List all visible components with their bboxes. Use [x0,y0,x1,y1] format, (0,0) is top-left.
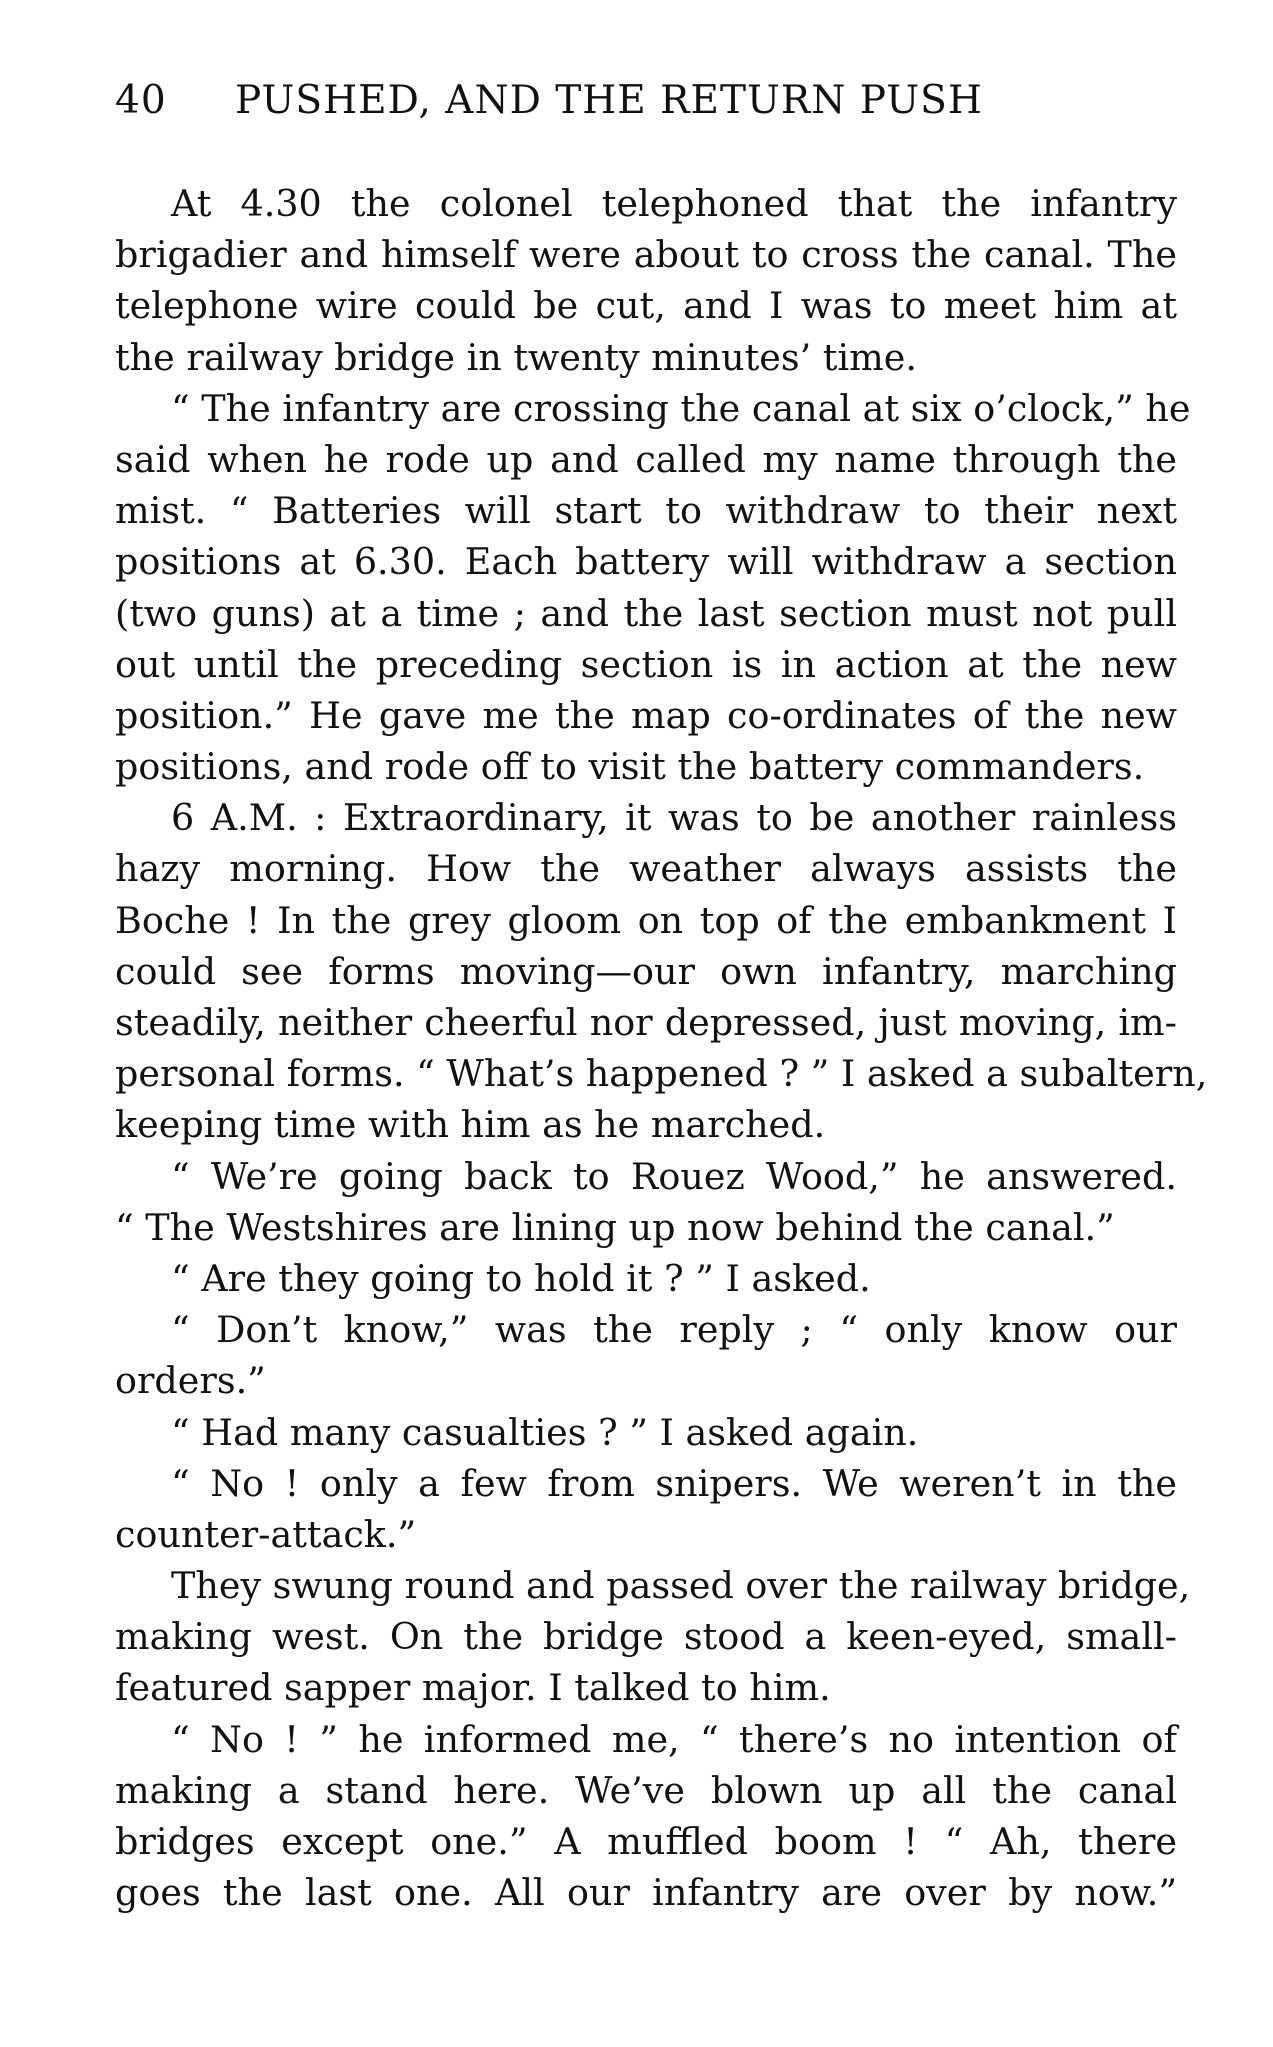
text-line: 6 A.M. : Extraordinary, it was to be another rainless [171,796,1177,840]
running-title: PUSHED, AND THE RETURN PUSH [235,78,983,123]
text-line: They swung round and passed over the railway bridge, [171,1564,1191,1608]
text-line: “ No ! ” he informed me, “ there’s no intention of [171,1717,1177,1761]
text-line: hazy morning. How the weather always assists the [115,847,1177,891]
text-line: counter-attack.” [115,1512,417,1556]
text-line: “ The infantry are crossing the canal at six o’clock,” he [171,386,1191,430]
text-line: “ Don’t know,” was the reply ; “ only know our [171,1308,1177,1352]
text-line: At 4.30 the colonel telephoned that the infantry [171,182,1177,225]
text-line: featured sapper major. I talked to him. [115,1666,831,1710]
text-line: could see forms moving—our own infantry, marching [115,949,1177,993]
text-line: “ We’re going back to Rouez Wood,” he answered. [171,1154,1177,1198]
text-line: Boche ! In the grey gloom on top of the embankment I [115,898,1177,942]
page-number: 40 [115,78,167,123]
text-line: “ Had many casualties ? ” I asked again. [171,1410,919,1454]
text-line: making a stand here. We’ve blown up all the canal [115,1768,1177,1812]
text-line: (two guns) at a time ; and the last section must not pull [115,591,1177,635]
text-line: keeping time with him as he marched. [115,1103,826,1147]
text-line: brigadier and himself were about to cross the canal. The [115,233,1177,277]
text-line: making west. On the bridge stood a keen-eyed, small- [115,1615,1177,1659]
text-line: bridges except one.” A muffled boom ! “ Ah, there [115,1820,1177,1863]
text-line: goes the last one. All our infantry are over by now.” [115,1871,1177,1915]
text-line: positions, and rode off to visit the battery commanders. [115,745,1145,789]
page-header [115,78,1115,138]
text-line: “ Are they going to hold it ? ” I asked. [171,1256,871,1300]
text-line: steadily, neither cheerful nor depressed, just moving, im- [115,1001,1177,1044]
text-line: the railway bridge in twenty minutes’ time. [115,335,917,379]
text-line: positions at 6.30. Each battery will withdraw a section [115,540,1177,584]
text-line: mist. “ Batteries will start to withdraw to their next [115,489,1177,533]
body-text [115,178,1208,1918]
text-line: personal forms. “ What’s happened ? ” I asked a subaltern, [115,1052,1208,1096]
text-line: said when he rode up and called my name through the [115,437,1177,481]
text-line: position.” He gave me the map co-ordinates of the new [115,693,1177,737]
text-line: “ The Westshires are lining up now behind the canal.” [115,1205,1115,1249]
text-line: out until the preceding section is in action at the new [115,642,1177,686]
text-line: telephone wire could be cut, and I was to meet him at [115,284,1177,328]
text-line: orders.” [115,1359,266,1403]
text-line: “ No ! only a few from snipers. We weren’t in the [171,1461,1177,1505]
